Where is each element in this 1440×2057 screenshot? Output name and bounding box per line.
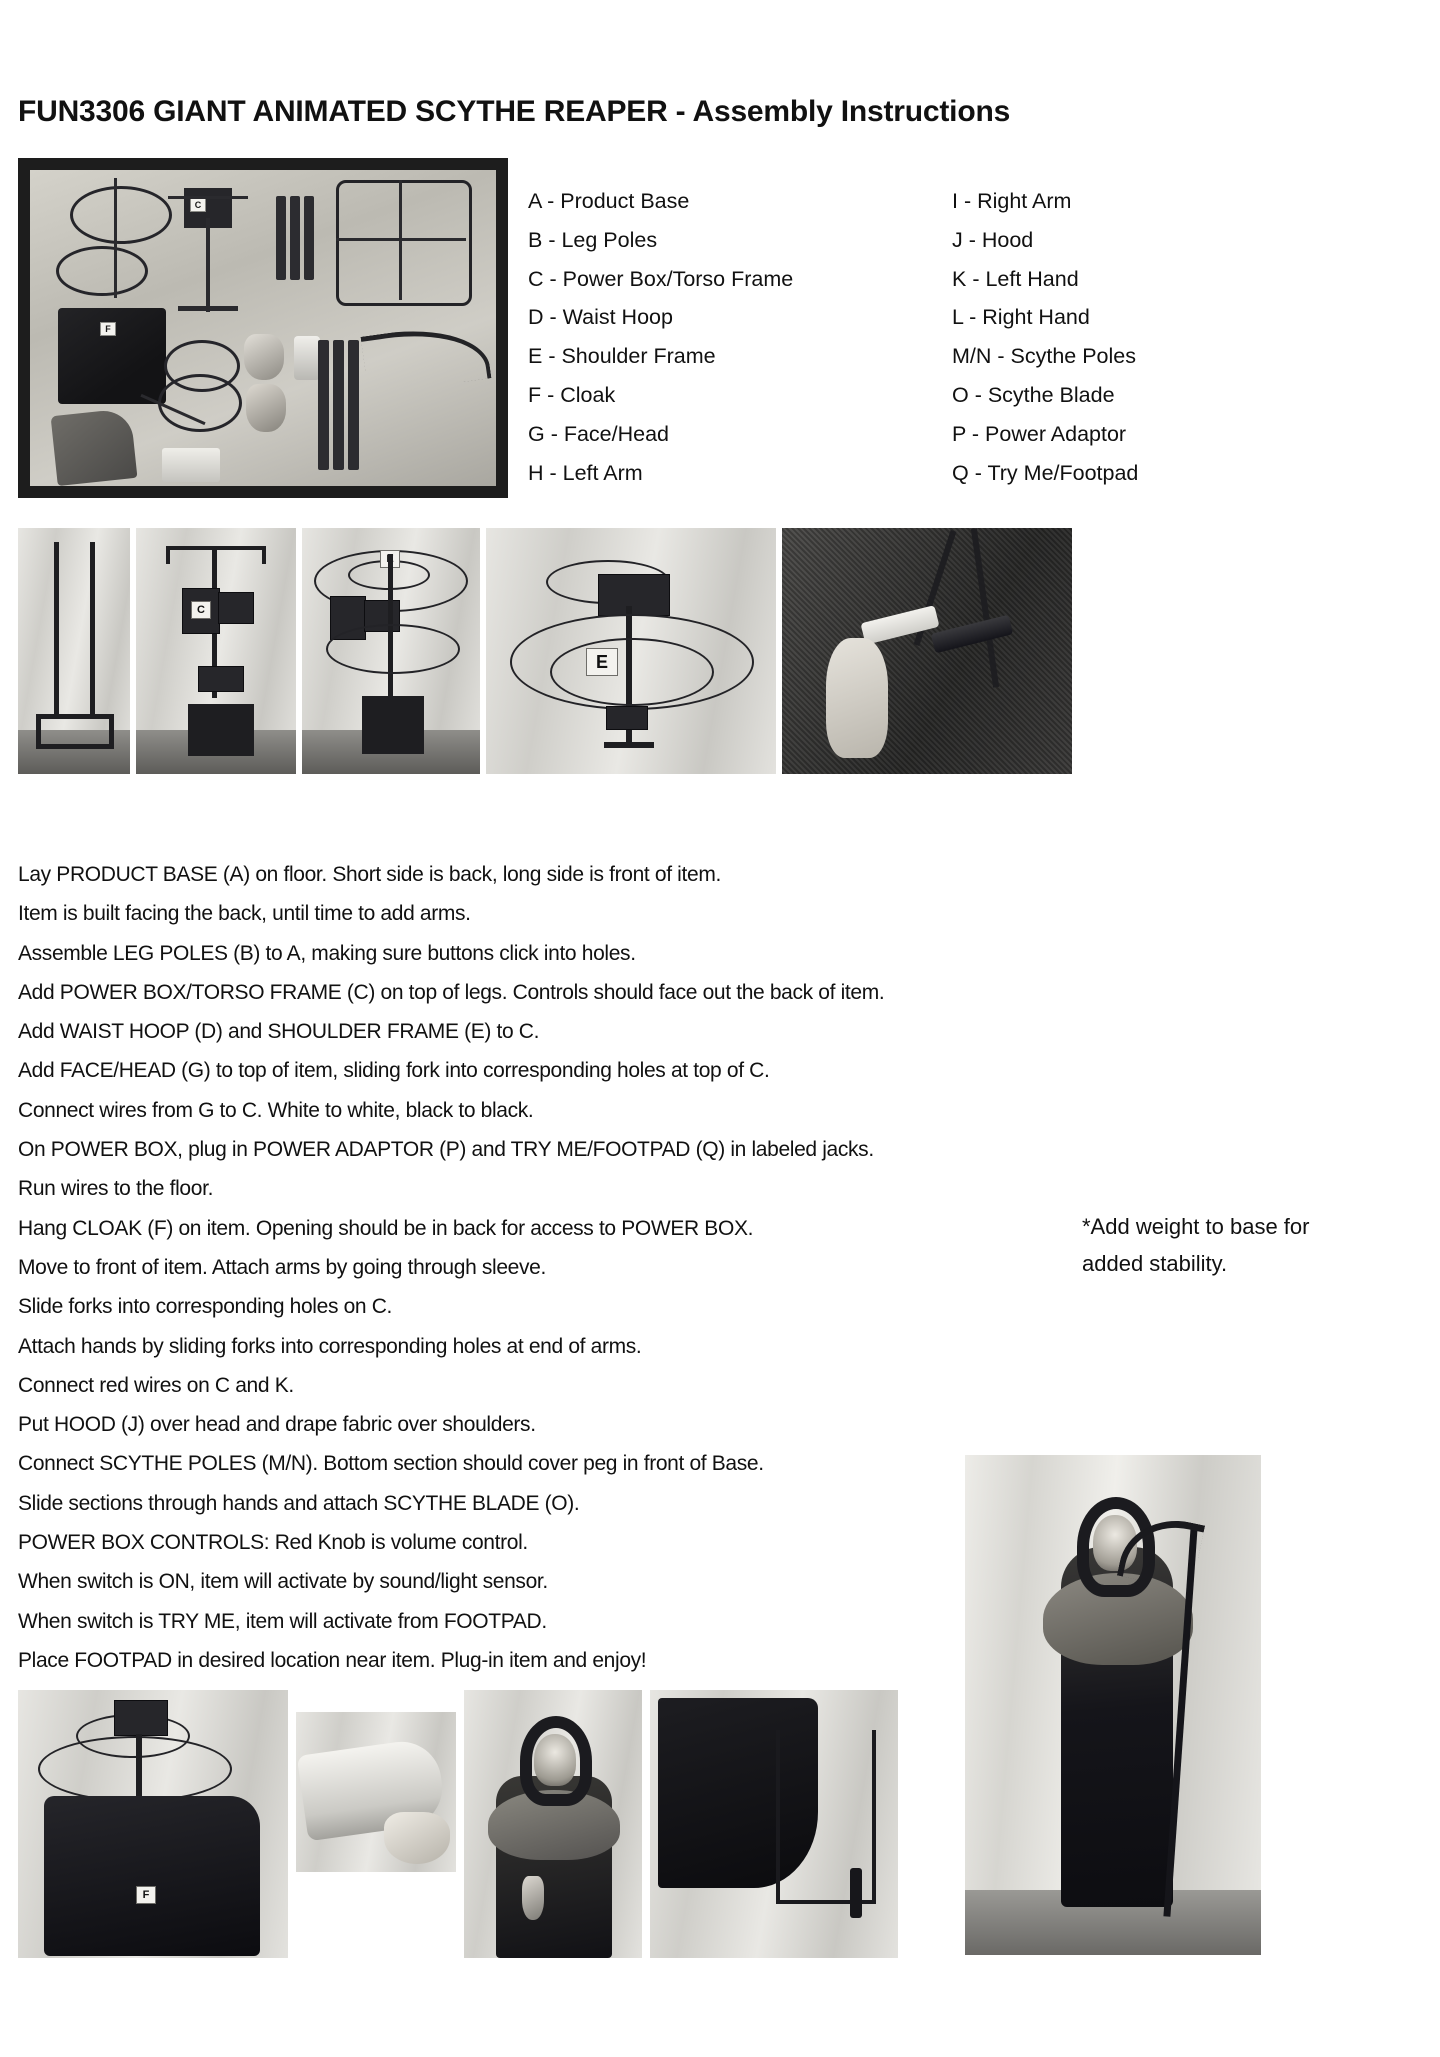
- instruction-line: Move to front of item. Attach arms by going through sleeve.: [18, 1255, 546, 1279]
- instruction-steps: [18, 855, 1018, 1680]
- base-block: [362, 696, 424, 754]
- legend-item: Q - Try Me/Footpad: [952, 460, 1139, 485]
- left-hand-part: [244, 334, 284, 380]
- base-frame: [36, 744, 114, 749]
- side-note: [1082, 1208, 1412, 1282]
- instruction-line: On POWER BOX, plug in POWER ADAPTOR (P) and TRY ME/FOOTPAD (Q) in labeled jacks.: [18, 1138, 874, 1162]
- leg-pole: [54, 542, 59, 714]
- parts-legend: [528, 182, 1208, 492]
- instruction-line: Slide sections through hands and attach SCYTHE BLADE (O).: [18, 1491, 580, 1515]
- base-frame: [36, 714, 114, 719]
- legend-item: E - Shoulder Frame: [528, 344, 716, 369]
- page-title: FUN3306 GIANT ANIMATED SCYTHE REAPER - Assembly Instructions: [18, 95, 1011, 128]
- side-note-line: added stability.: [1082, 1251, 1228, 1276]
- step-photo-row-bottom: [18, 1690, 898, 1958]
- instruction-line: Connect SCYTHE POLES (M/N). Bottom section should cover peg in front of Base.: [18, 1452, 764, 1476]
- legend-item: B - Leg Poles: [528, 227, 658, 252]
- waist-hoop: [326, 624, 460, 674]
- cross-bar-part: [168, 196, 248, 199]
- base-bar: [604, 742, 654, 748]
- photo-label-f: F: [136, 1886, 156, 1904]
- side-note-line: *Add weight to base for: [1082, 1214, 1310, 1239]
- instruction-line: Slide forks into corresponding holes on C.: [18, 1295, 393, 1319]
- bracket: [198, 666, 244, 692]
- shoulder-bar-end: [262, 546, 266, 564]
- photo-label-e: E: [586, 648, 618, 676]
- instruction-line: Run wires to the floor.: [18, 1177, 214, 1201]
- photo-label-f: F: [100, 322, 116, 336]
- right-hand-part: [246, 384, 286, 432]
- instruction-line: Place FOOTPAD in desired location near item. Plug-in item and enjoy!: [18, 1648, 647, 1672]
- photo-label-c: C: [190, 198, 206, 212]
- parts-legend-column-right: [952, 182, 1138, 492]
- legend-item: O - Scythe Blade: [952, 382, 1115, 407]
- bracket: [606, 706, 648, 730]
- power-box: [598, 574, 670, 616]
- torso-pole: [136, 1734, 142, 1804]
- shoulder-bar-end: [166, 546, 170, 564]
- waist-hoop-shoulder-frame-photo: [302, 528, 480, 774]
- power-box-torso-frame-photo: [136, 528, 296, 774]
- power-box: [114, 1700, 168, 1736]
- legend-item: I - Right Arm: [952, 189, 1072, 213]
- motor-box: [218, 592, 254, 624]
- legend-item: F - Cloak: [528, 382, 616, 407]
- instruction-line: Lay PRODUCT BASE (A) on floor. Short side is back, long side is front of item.: [18, 863, 721, 886]
- instruction-line: POWER BOX CONTROLS: Red Knob is volume control.: [18, 1531, 528, 1555]
- legend-item: J - Hood: [952, 227, 1034, 252]
- hand: [522, 1876, 544, 1920]
- legend-item: K - Left Hand: [952, 266, 1079, 291]
- scythe-pole-part: [348, 340, 359, 470]
- reaper-hood: [520, 1716, 592, 1806]
- hood-part: [51, 408, 138, 486]
- instruction-line: Hang CLOAK (F) on item. Opening should be in back for access to POWER BOX.: [18, 1216, 754, 1240]
- step-photo-row-top: [18, 528, 1072, 774]
- hoop-part: [70, 186, 172, 244]
- legend-item: G - Face/Head: [528, 421, 669, 446]
- power-adaptor-part: [294, 336, 320, 380]
- finished-reaper-photo: [965, 1455, 1261, 1955]
- scythe-pole-part: [333, 340, 344, 470]
- legend-item: D - Waist Hoop: [528, 305, 673, 330]
- shoulder-frame-cross: [399, 180, 402, 300]
- instruction-line: Connect red wires on C and K.: [18, 1373, 294, 1397]
- shoulder-frame-detail-photo: [486, 528, 776, 774]
- inner-hoop: [550, 638, 714, 706]
- instruction-line: Put HOOD (J) over head and drape fabric over shoulders.: [18, 1413, 536, 1437]
- instruction-line: Add WAIST HOOP (D) and SHOULDER FRAME (E) to C.: [18, 1020, 540, 1044]
- cloak-on-frame-photo: [18, 1690, 288, 1958]
- instruction-line: When switch is TRY ME, item will activate from FOOTPAD.: [18, 1609, 547, 1633]
- wire-connection-detail-photo: [782, 528, 1072, 774]
- instruction-line: When switch is ON, item will activate by sound/light sensor.: [18, 1570, 548, 1594]
- instruction-line: Item is built facing the back, until time to add arms.: [18, 902, 471, 926]
- cloak-fabric: [44, 1796, 260, 1956]
- power-box: [182, 588, 220, 634]
- torso-pole-part: [206, 218, 210, 312]
- cloak-part: [58, 308, 166, 404]
- legend-item: C - Power Box/Torso Frame: [528, 266, 794, 291]
- leg-pole-part: [276, 196, 286, 280]
- pole-part: [114, 178, 117, 298]
- parts-legend-column-left: [528, 182, 908, 492]
- scythe-pole-part: [318, 340, 329, 470]
- hoop-part: [56, 246, 148, 296]
- base-frame: [109, 714, 114, 748]
- legend-item: A - Product Base: [528, 189, 690, 213]
- instruction-line: Attach hands by sliding forks into corresponding holes at end of arms.: [18, 1334, 642, 1358]
- instruction-line: Assemble LEG POLES (B) to A, making sure buttons click into holes.: [18, 941, 636, 965]
- legend-item: M/N - Scythe Poles: [952, 344, 1136, 369]
- hooded-reaper-torso-photo: [464, 1690, 642, 1958]
- legend-item: P - Power Adaptor: [952, 421, 1127, 446]
- instruction-line: Add FACE/HEAD (G) to top of item, sliding fork into corresponding holes at top of C.: [18, 1059, 770, 1083]
- legend-item: L - Right Hand: [952, 305, 1090, 330]
- shoulder-frame-part: [336, 180, 472, 306]
- instruction-line: Add POWER BOX/TORSO FRAME (C) on top of legs. Controls should face out the back of item.: [18, 980, 885, 1004]
- base-frame: [36, 714, 41, 748]
- base-bar-part: [178, 306, 238, 311]
- hand-fork-detail-photo: [296, 1712, 456, 1872]
- hand: [826, 638, 888, 758]
- hand: [384, 1812, 450, 1864]
- instruction-line: Connect wires from G to C. White to white, black to black.: [18, 1098, 534, 1122]
- base-peg: [850, 1868, 862, 1918]
- footpad-part: [162, 448, 220, 482]
- cloak-fabric: [782, 528, 1072, 774]
- cloak-base-peg-photo: [650, 1690, 898, 1958]
- photo-label-c: C: [191, 601, 211, 619]
- leg-pole-part: [304, 196, 314, 280]
- legend-item: H - Left Arm: [528, 460, 643, 485]
- base-with-leg-poles-photo: [18, 528, 130, 774]
- leg-pole: [90, 542, 95, 714]
- base-block: [188, 704, 254, 756]
- leg-pole-part: [290, 196, 300, 280]
- parts-layout-photo: [18, 158, 508, 498]
